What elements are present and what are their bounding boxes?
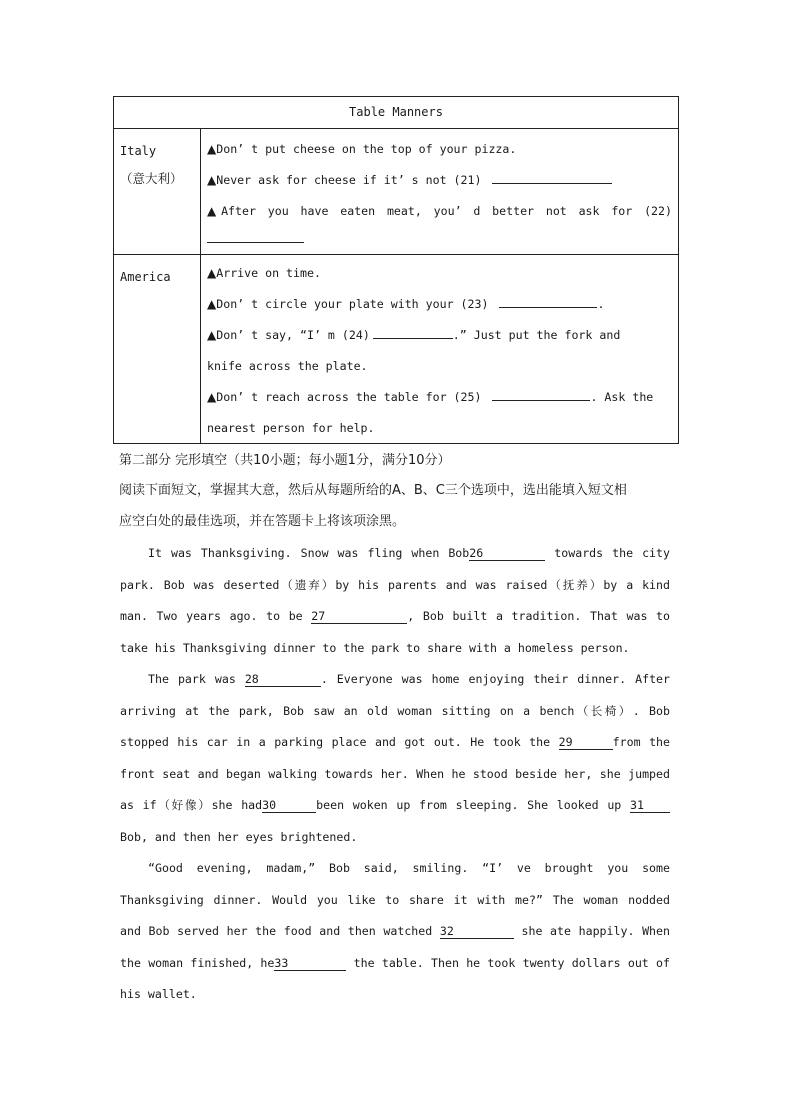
passage-line [120, 570, 670, 602]
passage-text: the table. Then he took twenty dollars out of [353, 955, 671, 970]
rule-text: Don’ t reach across the table for (25) [216, 390, 482, 404]
answer-blank-21[interactable] [492, 171, 612, 184]
passage-text: park. Bob was deserted [120, 577, 280, 592]
answer-blank-22[interactable] [207, 230, 304, 243]
triangle-icon: ▲ [207, 390, 217, 404]
passage-text: Thanksgiving dinner. Would you like to share it with me?” The woman nodded [120, 892, 670, 907]
triangle-icon: ▲ [207, 266, 217, 280]
passage-text: take his Thanksgiving dinner to the park to share with a homeless person. [120, 640, 630, 655]
rule-text-after: . [597, 297, 605, 311]
passage-text: she had [211, 798, 263, 812]
rules-cell [201, 129, 678, 254]
passage-text-cn: （遗弃） [279, 577, 336, 592]
rule-item [207, 196, 672, 227]
passage-text: stopped his car in a parking place and got out. He took the [120, 735, 551, 749]
instruction-line: 阅读下面短文，掌握其大意，然后从每题所给的A、B、C三个选项中，选出能填入短文相 [119, 483, 627, 498]
passage-line [120, 696, 670, 728]
answer-blank-25[interactable] [492, 388, 590, 401]
passage-text: from the [612, 735, 671, 749]
instruction-line: 应空白处的最佳选项，并在答题卡上将该项涂黑。 [119, 514, 406, 529]
section-heading: 第二部分 完形填空（共10小题；每小题1分，满分10分） [119, 453, 451, 468]
passage-line [120, 601, 670, 633]
passage-text: arriving at the park, Bob saw an old woman sitting on a bench [120, 703, 575, 718]
country-cell [114, 255, 201, 443]
triangle-icon: ▲ [207, 297, 217, 311]
passage-text: by a kind [603, 577, 670, 592]
country-name: America [120, 270, 171, 284]
passage-line [120, 633, 670, 665]
passage-text: been woken up from sleeping. She looked up [316, 798, 622, 812]
cloze-blank-28[interactable]: 28 [245, 672, 321, 687]
passage-text-cn: （长椅） [574, 703, 633, 718]
cloze-blank-33[interactable]: 33 [274, 956, 346, 971]
cloze-blank-26[interactable]: 26 [469, 546, 545, 561]
passage-text: towards the city [554, 546, 671, 560]
rules-cell [201, 255, 678, 443]
passage-text: Bob, and then her eyes brightened. [120, 829, 358, 844]
passage-text-cn: （抚养） [547, 577, 604, 592]
rule-item [207, 413, 672, 444]
table-title: Table Manners [114, 97, 678, 129]
passage-line [120, 979, 670, 1011]
rule-item [207, 289, 672, 320]
section-instructions [119, 475, 671, 537]
passage-text: front seat and began walking towards her. When he stood beside her, she jumped [120, 766, 670, 781]
rule-text-after: .” Just put the fork and [452, 328, 621, 342]
rule-item [207, 258, 672, 289]
answer-blank-23[interactable] [499, 295, 597, 308]
rule-text: Arrive on time. [216, 266, 321, 280]
rule-item [207, 351, 672, 382]
passage-text: The park was [148, 672, 236, 686]
cloze-blank-31[interactable]: 31 [630, 798, 670, 813]
rule-item [207, 320, 672, 351]
rule-text: Don’ t put cheese on the top of your pizza. [216, 142, 517, 156]
rule-item [207, 134, 672, 165]
passage-text: It was Thanksgiving. Snow was fling when Bob [148, 546, 470, 560]
rule-item [207, 227, 672, 251]
passage-text: , Bob built a tradition. That was to [407, 609, 671, 623]
rule-text: nearest person for help. [207, 421, 375, 435]
passage-text-cn: （好像） [156, 798, 212, 812]
country-name-cn: （意大利） [120, 171, 183, 186]
rule-text: Don’ t say, “I’ m (24) [216, 328, 370, 342]
triangle-icon: ▲ [207, 173, 217, 187]
passage-line [120, 664, 670, 696]
table-row-italy [114, 129, 678, 255]
passage-text: as if [120, 798, 157, 812]
passage-line [120, 759, 670, 791]
passage-text: . Bob [632, 703, 670, 718]
rule-item [207, 382, 672, 413]
passage-text: his wallet. [120, 987, 197, 1001]
triangle-icon: ▲ [207, 142, 217, 156]
passage-line [120, 916, 670, 948]
answer-blank-24[interactable] [373, 326, 453, 339]
country-cell [114, 129, 201, 254]
rule-text: Don’ t circle your plate with your (23) [216, 297, 489, 311]
passage-line [120, 727, 670, 759]
rule-text: knife across the plate. [207, 359, 368, 373]
passage-line [120, 538, 670, 570]
table-row-america [114, 255, 678, 443]
rule-text: After you have eaten meat, you’ d better not ask for (22) [221, 204, 672, 218]
passage-text: . Everyone was home enjoying their dinner. After [320, 672, 671, 686]
passage-line [120, 790, 670, 822]
passage-line [120, 853, 670, 885]
table-manners [113, 96, 679, 444]
passage-text: and Bob served her the food and then watched [120, 924, 433, 938]
triangle-icon: ▲ [207, 328, 217, 342]
rule-text: Never ask for cheese if it’ s not (21) [216, 173, 482, 187]
passage-text: she ate happily. When [521, 924, 670, 938]
cloze-blank-32[interactable]: 32 [440, 924, 514, 939]
triangle-icon: ▲ [207, 204, 222, 218]
cloze-blank-30[interactable]: 30 [262, 798, 316, 813]
cloze-blank-29[interactable]: 29 [559, 735, 613, 750]
cloze-passage [120, 538, 670, 1011]
passage-text: the woman finished, he [120, 955, 275, 970]
rule-item [207, 165, 672, 196]
passage-line [120, 822, 670, 854]
country-name: Italy [120, 144, 157, 158]
passage-line [120, 948, 670, 980]
rule-text-after: . Ask the [590, 390, 654, 404]
passage-text: man. Two years ago. to be [120, 609, 303, 623]
passage-line [120, 885, 670, 917]
cloze-blank-27[interactable]: 27 [311, 609, 407, 624]
passage-text: by his parents and was raised [335, 577, 548, 592]
passage-text: “Good evening, madam,” Bob said, smiling. “I’ ve brought you some [148, 861, 670, 875]
